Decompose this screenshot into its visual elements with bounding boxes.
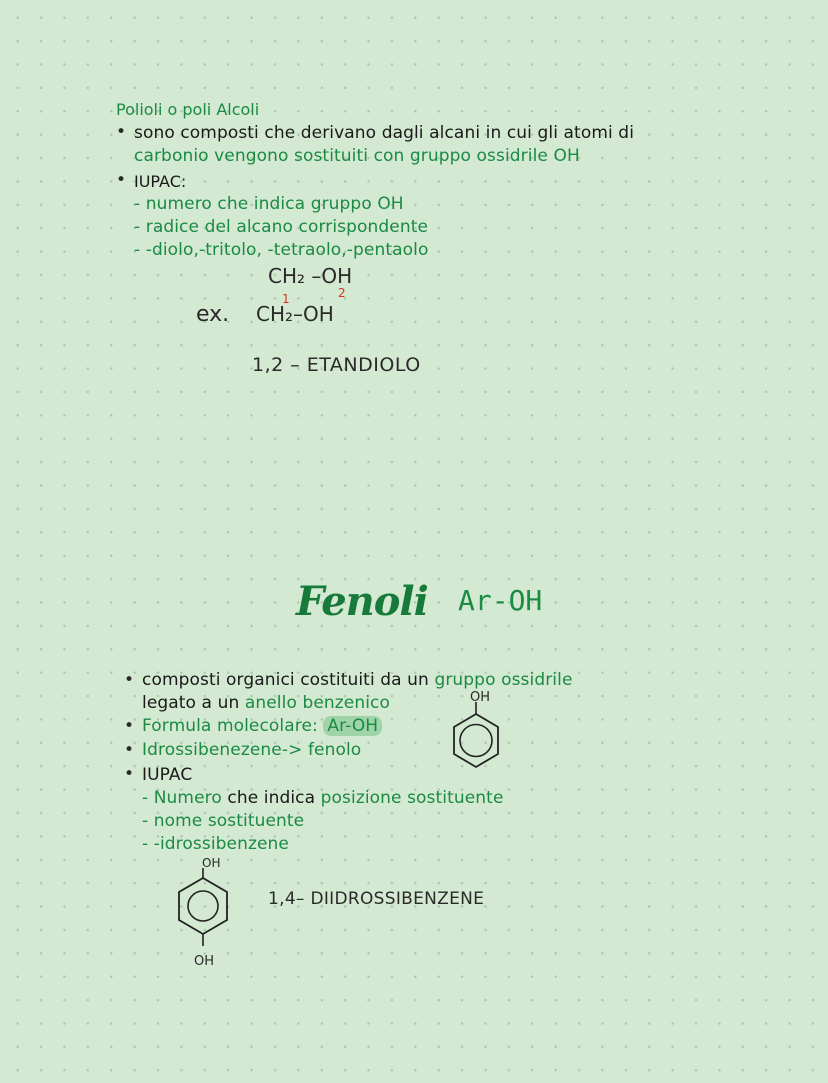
bullet-dot: • <box>124 764 135 784</box>
fenoli-bullet2-text: Formula molecolare: <box>142 716 324 736</box>
hydroquinone-oh-top: OH <box>202 856 221 870</box>
fenoli-bullet4-iupac: IUPAC <box>142 765 193 785</box>
polioli-bullet1-line2: carbonio vengono sostituiti con gruppo ossidrile OH <box>134 146 580 166</box>
fenoli-bullet1-line1 <box>142 670 573 690</box>
highlight-aroh: Ar-OH <box>323 716 382 736</box>
example-label: ex. <box>196 302 230 327</box>
fenoli-bullet1-text-a: composti organici costituiti da un <box>142 670 435 690</box>
fenoli-sub1 <box>142 788 504 808</box>
example-name-ethanediol: 1,2 – ETANDIOLO <box>252 354 421 376</box>
hydroquinone-structure-icon <box>172 868 232 958</box>
section-heading-polioli: Polioli o poli Alcoli <box>116 100 260 119</box>
fenoli-bullet1-text-b: gruppo ossidrile <box>434 670 573 690</box>
fenoli-sub1-b: che indica <box>227 788 321 808</box>
fenoli-bullet1-text-c: legato a un <box>142 693 245 713</box>
phenol-oh-label: OH <box>470 690 491 705</box>
fenoli-sub3: - -idrossibenzene <box>142 834 289 854</box>
bullet-dot: • <box>116 170 127 190</box>
section-subtitle-aroh: Ar-OH <box>458 584 543 617</box>
bullet-dot: • <box>116 122 127 142</box>
polioli-bullet2-iupac: IUPAC: <box>134 172 187 191</box>
phenol-structure-icon <box>432 694 498 784</box>
formula-top-line: CH₂ –OH <box>268 264 353 288</box>
carbon-number-2: 2 <box>338 286 346 300</box>
polioli-sub3: - -diolo,-tritolo, -tetraolo,-pentaolo <box>134 240 429 260</box>
section-title-fenoli: Fenoli <box>296 578 428 625</box>
polioli-bullet1-line1: sono composti che derivano dagli alcani in cui gli atomi di <box>134 123 635 143</box>
fenoli-sub1-a: - Numero <box>142 788 228 808</box>
bullet-dot: • <box>124 716 135 736</box>
fenoli-bullet1-text-d: anello benzenico <box>244 693 390 713</box>
polioli-sub1: - numero che indica gruppo OH <box>134 194 404 214</box>
fenoli-sub1-c: posizione sostituente <box>320 788 504 808</box>
fenoli-bullet3: Idrossibenezene-> fenolo <box>142 740 362 760</box>
fenoli-bullet2 <box>142 716 382 736</box>
polioli-sub2: - radice del alcano corrispondente <box>134 217 429 237</box>
carbon-number-1: 1 <box>282 292 290 306</box>
hydroquinone-oh-bottom: OH <box>194 954 215 969</box>
fenoli-bullet1-line2 <box>142 693 390 713</box>
example-name-hydroquinone: 1,4– DIIDROSSIBENZENE <box>268 889 485 909</box>
bullet-dot: • <box>124 740 135 760</box>
fenoli-sub2: - nome sostituente <box>142 811 305 831</box>
formula-bottom-line: CH₂–OH <box>256 302 334 326</box>
bullet-dot: • <box>124 670 135 690</box>
